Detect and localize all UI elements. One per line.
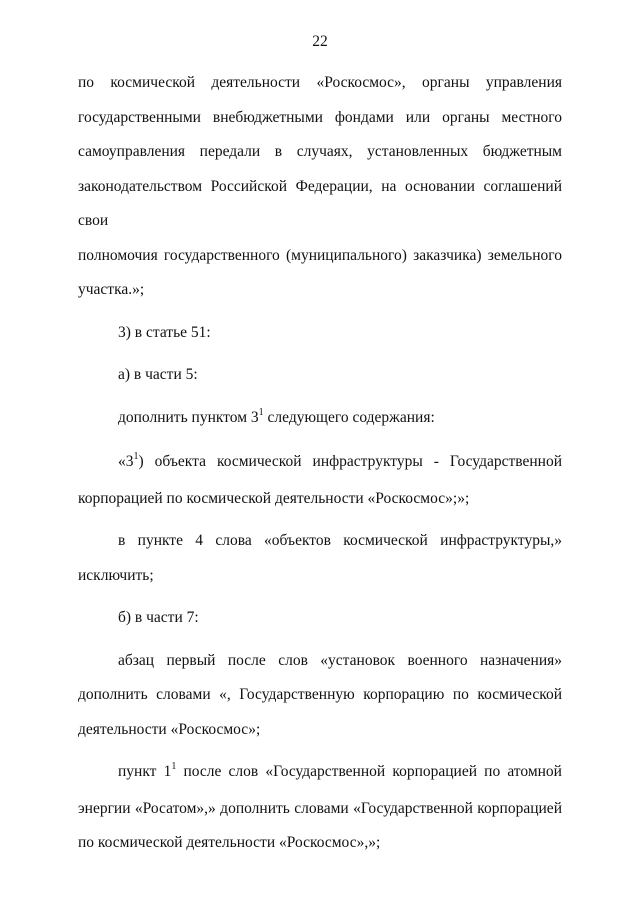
paragraph-part-5: а) в части 5: — [118, 366, 198, 383]
text-line: самоуправления передали в случаях, установленных бюджетным — [78, 143, 562, 160]
text-line: по космической деятельности «Роскосмос»,»; — [78, 834, 381, 851]
text-line: законодательством Российской Федерации, на основании соглашений свои — [78, 177, 562, 229]
text-line: энергии «Росатом»,» дополнить словами «Государственной корпорацией — [78, 799, 562, 817]
text-line: корпорацией по космической деятельности «Роскосмос»;»; — [78, 489, 470, 507]
text-line: полномочия государственного (муниципального) заказчика) земельного — [78, 246, 562, 264]
text-run: «3 — [118, 453, 134, 470]
text-line: участка.»; — [78, 281, 145, 298]
paragraph-continuation — [78, 66, 562, 308]
paragraph-item-1-1 — [78, 755, 562, 861]
text-line: абзац первый после слов «установок военного назначения» — [118, 651, 562, 669]
paragraph-first-abzac — [78, 644, 562, 748]
paragraph-part-7: б) в части 7: — [118, 609, 199, 626]
text-line: исключить; — [78, 566, 154, 584]
paragraph-item-4 — [78, 524, 562, 593]
paragraph-article-51: 3) в статье 51: — [118, 323, 211, 341]
text-line: деятельности «Роскосмос»; — [78, 720, 261, 738]
document-body — [78, 66, 562, 861]
text-run: ) объекта космической инфраструктуры - Государственной — [138, 453, 562, 470]
page-number: 22 — [312, 33, 328, 50]
superscript: 1 — [133, 451, 139, 462]
text-run: следующего содержания: — [263, 408, 435, 426]
text-line: по космической деятельности «Роскосмос», органы управления — [78, 74, 562, 91]
text-line — [78, 445, 562, 482]
text-run: пункт 1 — [118, 763, 172, 780]
paragraph-add-item — [78, 401, 562, 438]
text-line: государственными внебюджетными фондами или органы местного — [78, 108, 562, 126]
superscript: 1 — [171, 761, 177, 772]
text-run: дополнить пунктом 3 — [118, 408, 259, 426]
text-line — [78, 755, 562, 792]
text-line: дополнить словами «, Государственную корпорацию по космической — [78, 686, 562, 703]
superscript: 1 — [258, 406, 264, 418]
text-run: после слов «Государственной корпорацией по атомной — [176, 763, 562, 780]
text-line: в пункте 4 слова «объектов космической инфраструктуры,» — [118, 532, 562, 549]
paragraph-item-quote — [78, 445, 562, 516]
